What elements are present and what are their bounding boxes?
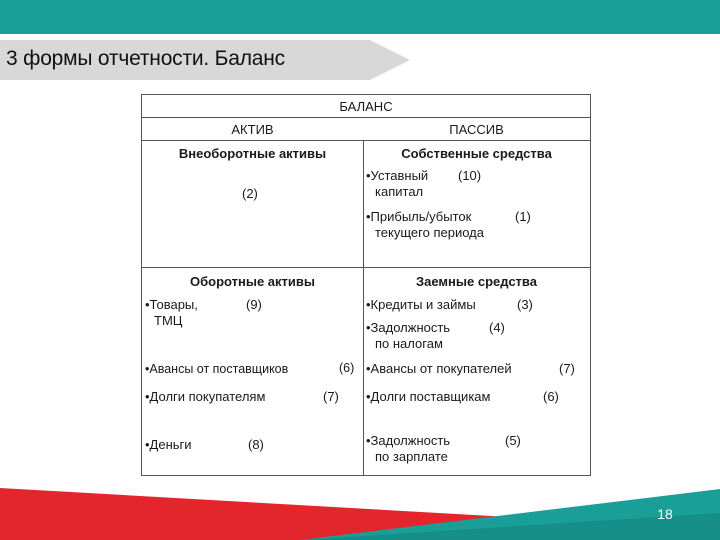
borrowed-item-number: (3) <box>517 297 533 312</box>
item-line2: ТМЦ <box>154 313 183 328</box>
column-divider <box>363 140 364 475</box>
borrowed-item <box>366 389 490 405</box>
slide-title: 3 формы отчетности. Баланс <box>6 47 285 70</box>
title-banner <box>0 40 410 80</box>
borrowed-funds-heading: Заемные средства <box>416 274 537 289</box>
item-line1: •Товары, <box>145 297 198 312</box>
current-asset-number: (9) <box>246 297 262 312</box>
equity-item-number: (1) <box>515 209 531 224</box>
item-line2: по налогам <box>375 336 443 351</box>
borrowed-item-number: (7) <box>559 361 575 376</box>
top-accent-bar <box>0 0 720 34</box>
current-asset-number: (8) <box>248 437 264 452</box>
item-line2: по зарплате <box>375 449 448 464</box>
item-line2: капитал <box>375 184 424 199</box>
bottom-decoration <box>0 485 720 540</box>
divider-line <box>142 140 590 141</box>
page-number: 18 <box>657 506 673 522</box>
item-line1: •Кредиты и займы <box>366 297 476 312</box>
item-line1: •Уставный <box>366 168 429 183</box>
borrowed-item-number: (5) <box>505 433 521 448</box>
borrowed-item <box>366 433 450 465</box>
equity-item <box>366 168 428 200</box>
item-line1: •Прибыль/убыток <box>366 209 472 224</box>
noncurrent-assets-number: (2) <box>242 186 258 201</box>
current-asset-item <box>145 361 288 377</box>
equity-heading: Собственные средства <box>401 146 552 161</box>
current-asset-item <box>145 437 192 453</box>
borrowed-item <box>366 320 450 352</box>
item-line1: •Долги покупателям <box>145 389 266 404</box>
noncurrent-assets-heading: Внеоборотные активы <box>178 146 327 161</box>
current-assets-heading: Оборотные активы <box>190 274 315 289</box>
item-line1: •Задолжность <box>366 433 451 448</box>
equity-item <box>366 209 484 241</box>
balance-table <box>141 94 591 476</box>
item-line1: •Долги поставщикам <box>366 389 491 404</box>
item-line1: •Авансы от покупателей <box>366 361 512 376</box>
borrowed-item-number: (4) <box>489 320 505 335</box>
current-asset-number: (6) <box>339 361 355 375</box>
item-line1: •Деньги <box>145 437 192 452</box>
borrowed-item <box>366 361 512 377</box>
equity-item-number: (10) <box>458 168 482 183</box>
item-line1: •Авансы от поставщиков <box>145 362 289 376</box>
borrowed-item <box>366 297 476 313</box>
item-line1: •Задолжность <box>366 320 451 335</box>
current-asset-item <box>145 297 198 329</box>
borrowed-item-number: (6) <box>543 389 559 404</box>
asset-header: АКТИВ <box>231 122 274 137</box>
liability-header: ПАССИВ <box>449 122 504 137</box>
current-asset-item <box>145 389 265 405</box>
item-line2: текущего периода <box>375 225 484 240</box>
divider-line <box>142 117 590 118</box>
balance-title: БАЛАНС <box>339 99 393 114</box>
divider-line <box>142 267 590 268</box>
current-asset-number: (7) <box>323 389 339 404</box>
